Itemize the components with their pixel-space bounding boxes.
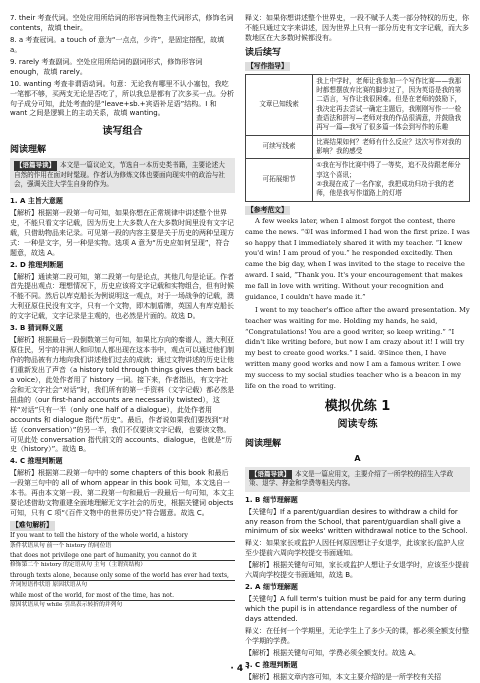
answer-head-4: 4. C 推理判断题 [10, 457, 63, 466]
answer-body: 【关键句】If a parent/guardian desires to withdraw a child for any reason from the School, that parent/guardian shall give a minimum of six weeks' written withdrawal notice to the School. [245, 507, 468, 536]
answer-head-2: 2. D 推理判断题 [10, 260, 64, 269]
answer-item-9: 9. rarely 考查副词。空处应用所给词的副词形式，修饰形容词 enough，故填 rarely。 [10, 57, 203, 76]
writing-heading: 读后续写 [245, 47, 282, 58]
answer-body: 释义：如果家长或监护人因任何原因想让子女退学，此该家长/监护人应至少提前六周向学校提交书面通知。 [245, 539, 465, 558]
reading-heading: 阅读理解 [10, 144, 47, 155]
eng-note: 条件状语从句 前一个 history 的同位语 [10, 542, 112, 549]
answer-head-3: 3. B 猜词释义题 [10, 324, 63, 333]
answer-body: 【关键句】A full term's tuition must be paid for any term during which the pupil is in attendance regardless of the number of days attended. [245, 595, 466, 623]
eng-line: If you want to tell the history of the whole world, a history [10, 531, 235, 542]
answer-head: 1. B 细节理解题 [245, 495, 298, 504]
table-label: 可拓展细节 [246, 159, 313, 201]
answer-body: 【解析】根据关键句可知，家长或监护人想让子女退学时，应该至少提前六周向学校提交书面通知，故选 B。 [245, 561, 469, 580]
table-row [246, 74, 470, 135]
right-column [245, 14, 470, 681]
eng-line: while most of the world, for most of the time, has not. [10, 591, 235, 602]
answer-item-7: 7. their 考查代词。空处应用所给词的形容词性物主代词形式，修饰名词 contents，故填 their。 [10, 14, 234, 32]
reading-heading-2: 阅读理解 [245, 439, 282, 450]
guide-text: 本文是一篇议论文，节选自一本历史类书籍，主要论述大自然的作用在面对时髦现。作者认为修炼文体也要面向现实中的政治与社会，强调关注大学生自身的作为。 [14, 161, 225, 189]
answer-items-top [10, 14, 235, 119]
table-cell: 比赛结果如何？老师有什么反应？这次写作对我的影响？我的感受 [313, 135, 470, 159]
practice-title: 模拟优练 1 [324, 398, 391, 414]
writing-guide-table [245, 74, 470, 202]
left-column [10, 14, 235, 664]
guide-tag: 【语篇导读】 [16, 161, 55, 170]
reference-heading: 【参考范文】 [247, 205, 288, 214]
page-number: · 4 · [230, 664, 250, 674]
guide-tag-2: 【语篇导读】 [251, 469, 290, 478]
guide-text-2: 本文是一篇应用文，主要介绍了一所学校的招生入学政策、退学、押金和学费等相关内容。 [249, 469, 454, 488]
table-row [246, 135, 470, 159]
guide-box-2 [245, 467, 470, 492]
two-column-body [10, 14, 470, 681]
table-label: 文章已知线索 [246, 74, 313, 135]
reference-paragraph-2: I went to my teacher's office after the award presentation. My teacher was waiting for me. Holding my hands, he said, “Congratulations! You are a good writer, so keep writing.” “I didn't like writing before, but now I am crazy about it! I will try my best to create good works.” I said. ②Since then, I have written many good works and now I am a famous writer. I owe my success to my social studies teacher who is a beacon in my life on the road to writing. [245, 305, 470, 390]
passage-letter: A [354, 454, 361, 464]
hard-sentence-analysis [10, 531, 235, 610]
eng-line: that does not privilege one part of humanity, you cannot do it [10, 551, 235, 562]
answer-body-2: 【解析】通读第二段可知，第二段第一句是论点，其他几句是论证。作者首先提出观点：理想情况下，历史应该将文字记载和实物组合，但有时候不能不同。然后以库克船长为例说明这一观点，对于一场战争的记载，澳大利亚原住民没有文字，只有一个文物，即木制盾牌，英国人有库克船长的文字记载，文字记录是主观的，也必然是片面的。故选 D。 [10, 272, 234, 321]
eng-line: through texts alone, because only some of the world has ever had texts, [10, 571, 235, 582]
table-label: 可续写线索 [246, 135, 313, 159]
table-cell: ①我在写作比赛中得了一等奖，追不及待跟老师分享这个喜讯； ②我现在成了一名作家，我把成功归功于我的老师，他是我写作道路上的灯塔 [313, 159, 470, 201]
answer-block-2 [245, 496, 470, 683]
eng-note: 介词短语作状语 原因状语从句 [10, 582, 88, 589]
answer-body: 【解析】根据文章内容可知，本文主要介绍的是一所学校有关招 [245, 672, 441, 681]
answer-body-1: 【解析】根据第一段第一句可知，如果你想在正常规律中讲述整个世界史，不能只看文字记载，因为历史上大多数人在大多数时间里没有文字记载，只借助物品来记录。可见第一段的内容主要是关于历史的两种呈现方式：一种是文字，另一种是实物。选项 A 意为“历史应如何呈现”，符合题意，故选 A。 [10, 208, 234, 257]
guide-box [10, 158, 235, 193]
answer-body: 释义：在任何一个学期里，无论学生上了多少天的课，都必须全额支付整个学期的学费。 [245, 626, 469, 645]
answer-block [10, 197, 235, 519]
paraphrase-text: 释义：如果你想讲述整个世界史，一段不赋予人类一部分特权的历史，你不能只通过文字来讲述，因为世界上只有一部分历史有文字记载，而大多数地区在大多数时候都没有。 [245, 14, 469, 42]
answer-body: 【解析】根据关键句可知，学费必须全额支付。故选 A。 [245, 648, 421, 657]
practice-subtitle: 阅读专练 [337, 419, 378, 431]
answer-body-4: 【解析】根据第二段第一句中的 some chapters of this book 和最后一段第三句中的 all of whom appear in this book 可知，本文选自一本书。再由本文第一段、第二段第一句和最后一段最后一句可知，本文主要论述借助文物重建全面地理解无文字社会的历史，根据关键词 objects 可知，只有 C 项“《百件文物中的世界历史》”符合题意。故选 C。 [10, 469, 234, 518]
answer-head-1: 1. A 主旨大意题 [10, 196, 63, 205]
eng-note: 修饰第二个 history 的定语从句 主句（主谓宾结构） [10, 562, 147, 569]
table-row [246, 159, 470, 201]
reference-paragraph-1: A few weeks later, when I almost forgot the contest, there came the news. “①I was informed I had won the first prize. I was so happy that I immediately shared it with my teacher. “I knew you'd win! I am proud of you.” he responded excitedly. Then came the big day, when I was invited to the stage to receive the award. I said, “Thank you. It's your encouragement that makes me fall in love with writing. Without your recognition and guidance, I couldn't have made it.” [245, 216, 470, 301]
answer-item-8: 8. a 考查冠词。a touch of 意为“一点点，少许”，是固定搭配，故填 a。 [10, 35, 225, 54]
table-cell: 我上中学时，老师让我参加一个写作比赛——我那时都想摆放弃比赛的脚步过了，因为英语是我的第二语言，写作让我很困难。但是在老师的鼓励下，我决定再去尝试一确定主题后，我刚刚写作一一检查语法和拼写—老师对我的作品很满意，并鼓励我再写一篇—我写了很多篇一体会到写作的乐趣 [313, 74, 470, 135]
eng-note: 原因状语从句 while 引出表示转折的并列句 [10, 602, 123, 609]
answer-head: 2. A 细节理解题 [245, 583, 298, 592]
answer-head: 3. C 推理判断题 [245, 660, 298, 669]
answer-item-10: 10. wanting 考查非谓语动词。句意：无论我有哪里不认小塞包，我吃一笔都不够，买两支无论是否吃了，所以我总是都有了次多买一点。分析句子成分可知，此处考查的是“leave+sb.+宾语补足语”结构。I 和 want 之间是逻辑上的主动关系，故填 wanting。 [10, 79, 234, 118]
hard-sentence-heading: 【难句解析】 [12, 521, 53, 530]
writing-guide-heading: 【写作指导】 [247, 61, 288, 70]
section-title: 读写组合 [102, 126, 143, 138]
reference-essay [245, 216, 470, 392]
answer-body-3: 【解析】根据最后一段倒数第三句可知，如果比方向的秦谱人，澳大利亚原住民，另宇的非洲人和印加人都出现在这本书中，观点可以通过他们制作的物品被有力地向我们讲述他们过去的成就；通过文物讲述的历史让他们重新发出了声音（a history told through things gives them back a voice），此处作者用了 history 一词。接下来，作者指出，有文字社会和无文字社会“对话”时，我们所有的第一手资料（文字记载）都必然是扭曲的（our first-hand accounts are necessarily twisted），这样“对话”只有一半（only one half of a dialogue），此处作者用 accounts 和 dialogue 指代“历史”。最后，作者说如果我们要找到“对话（conversation）”的另一半，我们不仅要读文字记载，也要读文物。可见此处 conversation 指代前文的 accounts、dialogue，也就是“历史（history）”。故选 B。 [10, 336, 235, 454]
